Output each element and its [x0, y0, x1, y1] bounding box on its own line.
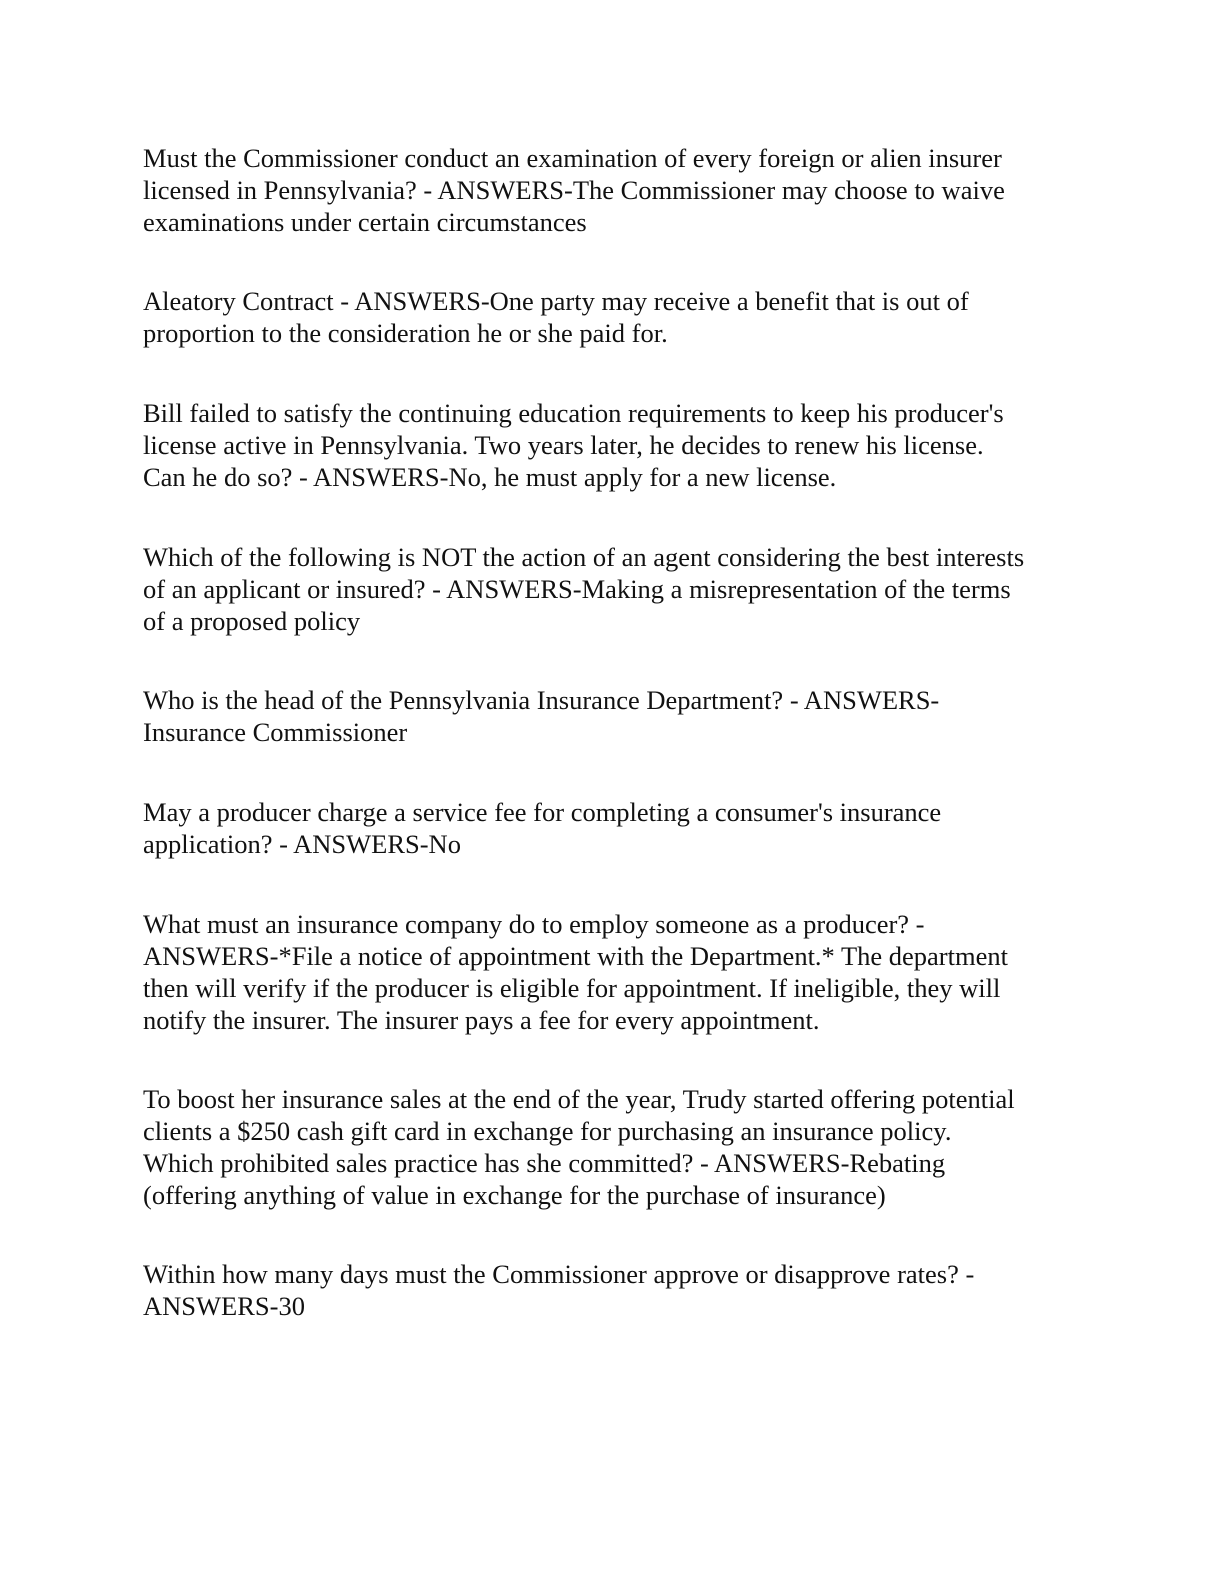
- entry-line: licensed in Pennsylvania? - ANSWERS-The Commissioner may choose to waive: [143, 175, 1005, 205]
- qa-entry: [143, 397, 1083, 493]
- qa-entry: [143, 684, 1083, 748]
- entry-line: May a producer charge a service fee for completing a consumer's insurance: [143, 797, 942, 827]
- entry-line: license active in Pennsylvania. Two years later, he decides to renew his license.: [143, 430, 984, 460]
- entry-line: ANSWERS-30: [143, 1291, 305, 1321]
- entry-line: Aleatory Contract - ANSWERS-One party may receive a benefit that is out of: [143, 286, 969, 316]
- entry-line: of an applicant or insured? - ANSWERS-Making a misrepresentation of the terms: [143, 574, 1011, 604]
- entry-line: of a proposed policy: [143, 606, 361, 636]
- entry-line: Bill failed to satisfy the continuing education requirements to keep his producer's: [143, 398, 1004, 428]
- entry-line: ANSWERS-*File a notice of appointment with the Department.* The department: [143, 941, 1008, 971]
- entry-line: (offering anything of value in exchange for the purchase of insurance): [143, 1180, 886, 1210]
- entry-line: Who is the head of the Pennsylvania Insurance Department? - ANSWERS-: [143, 685, 940, 715]
- entry-line: proportion to the consideration he or she paid for.: [143, 318, 668, 348]
- entry-line: application? - ANSWERS-No: [143, 829, 461, 859]
- qa-entry: [143, 1083, 1083, 1211]
- entry-line: notify the insurer. The insurer pays a fee for every appointment.: [143, 1005, 820, 1035]
- entry-line: Which prohibited sales practice has she committed? - ANSWERS-Rebating: [143, 1148, 946, 1178]
- entry-line: Within how many days must the Commissioner approve or disapprove rates? -: [143, 1259, 975, 1289]
- qa-entry: [143, 142, 1083, 238]
- entry-line: Which of the following is NOT the action of an agent considering the best interests: [143, 542, 1025, 572]
- entry-line: What must an insurance company do to employ someone as a producer? -: [143, 909, 925, 939]
- entry-line: Can he do so? - ANSWERS-No, he must apply for a new license.: [143, 462, 837, 492]
- entry-line: examinations under certain circumstances: [143, 207, 587, 237]
- qa-entry: [143, 541, 1083, 637]
- qa-entry: [143, 796, 1083, 860]
- qa-entry: [143, 285, 1083, 349]
- qa-entry: [143, 908, 1083, 1036]
- entry-line: clients a $250 cash gift card in exchange for purchasing an insurance policy.: [143, 1116, 952, 1146]
- entry-line: To boost her insurance sales at the end of the year, Trudy started offering potential: [143, 1084, 1015, 1114]
- qa-entry: [143, 1258, 1083, 1322]
- entry-line: Insurance Commissioner: [143, 717, 408, 747]
- entry-line: then will verify if the producer is eligible for appointment. If ineligible, they will: [143, 973, 1001, 1003]
- entry-line: Must the Commissioner conduct an examination of every foreign or alien insurer: [143, 143, 1002, 173]
